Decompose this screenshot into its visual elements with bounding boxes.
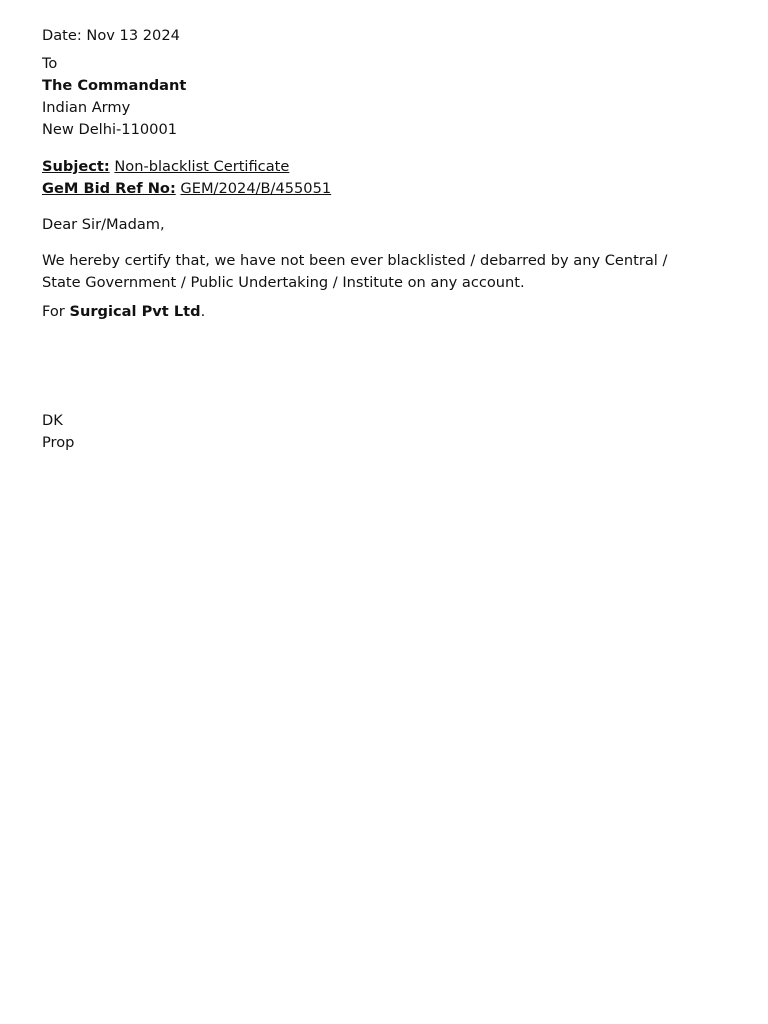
for-prefix: For bbox=[42, 303, 65, 320]
bid-ref-line bbox=[42, 178, 702, 200]
recipient-organization: Indian Army bbox=[42, 99, 131, 116]
signature-block bbox=[42, 410, 702, 454]
letter-page bbox=[42, 25, 702, 454]
salutation: Dear Sir/Madam, bbox=[42, 216, 165, 233]
to-label: To bbox=[42, 55, 58, 72]
company-line bbox=[42, 301, 702, 323]
bid-ref-label: GeM Bid Ref No: bbox=[42, 180, 176, 197]
bid-ref-value: GEM/2024/B/455051 bbox=[180, 180, 332, 197]
for-suffix: . bbox=[200, 303, 206, 320]
subject-line bbox=[42, 156, 702, 178]
signatory-title: Prop bbox=[42, 434, 75, 451]
recipient-city: New Delhi-110001 bbox=[42, 121, 178, 138]
subject-label: Subject: bbox=[42, 158, 110, 175]
recipient-name: The Commandant bbox=[42, 77, 187, 94]
letter-date: Date: Nov 13 2024 bbox=[42, 27, 180, 44]
company-name: Surgical Pvt Ltd bbox=[69, 303, 201, 320]
signatory-name: DK bbox=[42, 412, 63, 429]
certificate-body: We hereby certify that, we have not been ever blacklisted / debarred by any Central / State Government / Public Undertaking / Institute on any account. bbox=[42, 252, 668, 291]
subject-block bbox=[42, 156, 702, 200]
recipient-block bbox=[42, 53, 702, 141]
subject-value: Non-blacklist Certificate bbox=[114, 158, 290, 175]
